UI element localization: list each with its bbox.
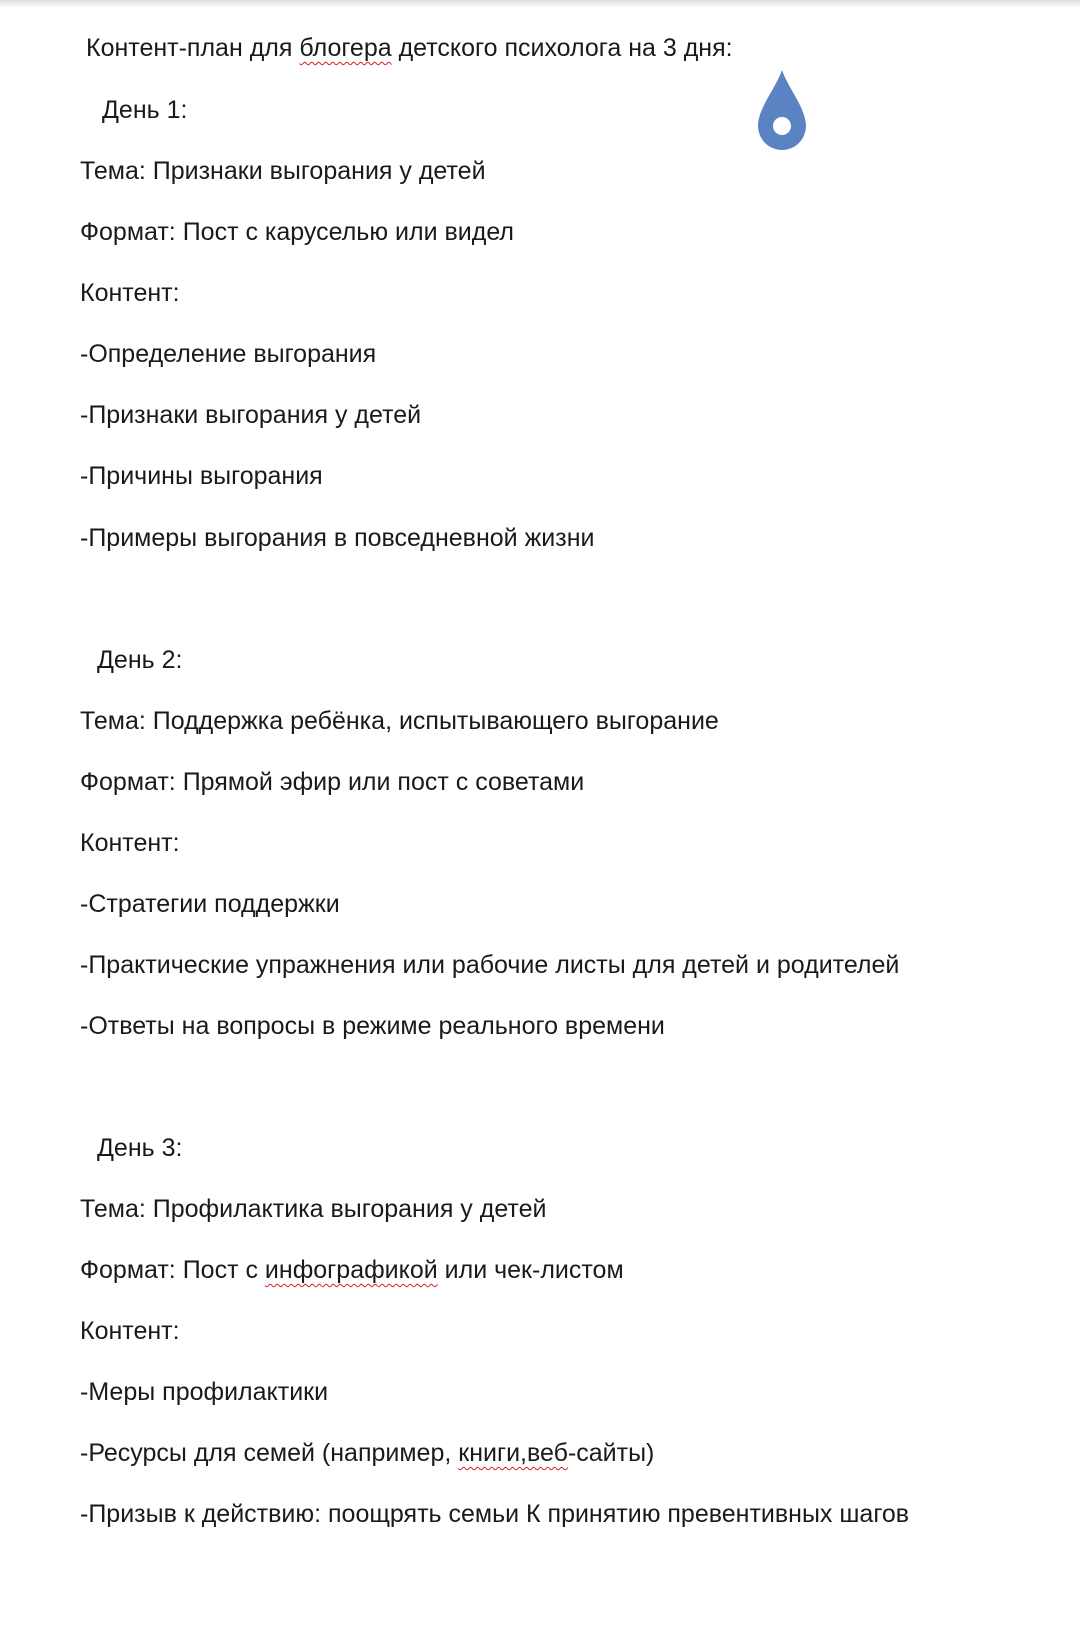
day-3-format: Формат: Пост с инфографикой или чек-листом — [80, 1256, 624, 1284]
document-title: Контент-план для блогера детского психолога на 3 дня: — [86, 34, 733, 62]
list-item: -Признаки выгорания у детей — [80, 401, 422, 429]
day-1-topic: Тема: Признаки выгорания у детей — [80, 157, 486, 185]
water-drop-icon[interactable] — [756, 68, 808, 152]
day-2-heading: День 2: — [97, 646, 183, 674]
list-item: -Призыв к действию: поощрять семьи К принятию превентивных шагов — [80, 1500, 910, 1528]
list-item: -Стратегии поддержки — [80, 890, 340, 918]
list-item: -Причины выгорания — [80, 462, 323, 490]
spellcheck-flagged-word[interactable]: инфографикой — [264, 1256, 438, 1284]
list-item: -Примеры выгорания в повседневной жизни — [80, 524, 595, 552]
spellcheck-flagged-word[interactable]: блогера — [299, 34, 392, 62]
day-2-format: Формат: Прямой эфир или пост с советами — [80, 768, 585, 796]
list-item: -Меры профилактики — [80, 1378, 329, 1406]
list-item: -Ответы на вопросы в режиме реального времени — [80, 1012, 665, 1040]
day-3-topic: Тема: Профилактика выгорания у детей — [80, 1195, 547, 1223]
day-1-heading: День 1: — [102, 96, 188, 124]
day-2-content-label: Контент: — [80, 829, 180, 857]
day-3-heading: День 3: — [97, 1134, 183, 1162]
day-1-format: Формат: Пост с каруселью или видел — [80, 218, 514, 246]
day-2-topic: Тема: Поддержка ребёнка, испытывающего выгорание — [80, 707, 719, 735]
spellcheck-flagged-word[interactable]: книги,веб — [458, 1439, 568, 1467]
list-item: -Определение выгорания — [80, 340, 377, 368]
day-3-content-label: Контент: — [80, 1317, 180, 1345]
day-1-content-label: Контент: — [80, 279, 180, 307]
list-item: -Ресурсы для семей (например, книги,веб-сайты) — [80, 1439, 655, 1467]
list-item: -Практические упражнения или рабочие листы для детей и родителей — [80, 951, 900, 979]
